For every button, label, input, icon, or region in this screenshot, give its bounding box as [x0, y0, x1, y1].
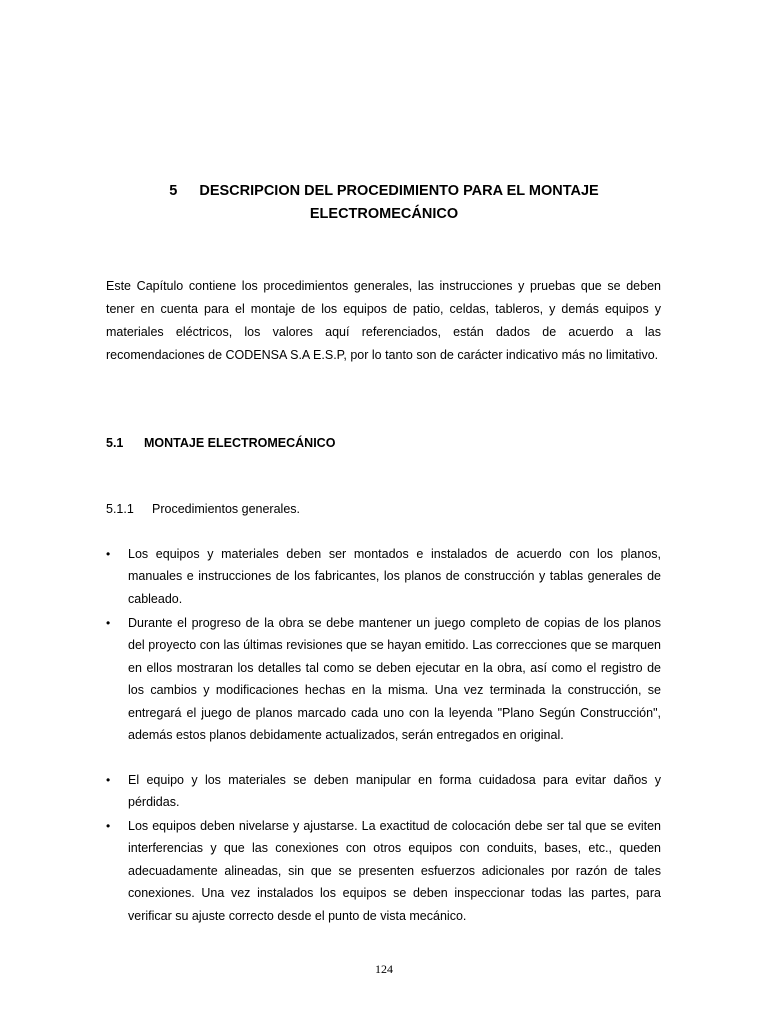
bullet-item — [106, 815, 661, 927]
section-number: 5.1 — [106, 436, 124, 450]
section-title: MONTAJE ELECTROMECÁNICO — [144, 436, 336, 450]
bullet-icon: • — [106, 773, 111, 787]
bullet-icon: • — [106, 819, 111, 833]
chapter-number: 5 — [169, 183, 178, 199]
chapter-title — [100, 180, 668, 226]
subsection-heading — [106, 499, 300, 519]
bullet-icon: • — [106, 547, 111, 561]
bullet-item — [106, 543, 661, 610]
bullet-item — [106, 769, 661, 814]
intro-paragraph: Este Capítulo contiene los procedimientos generales, las instrucciones y pruebas que se deben tener en cuenta para el montaje de los equipos de patio, celdas, tableros, y demás equipos y materiales eléctricos, los valores aquí referenciados, están dados de acuerdo a las recomendaciones de CODENSA S.A E.S.P, por lo tanto son de carácter indicativo más no limitativo. — [106, 279, 661, 362]
bullet-text: Los equipos deben nivelarse y ajustarse. La exactitud de colocación debe ser tal que se eviten interferencias y que las conexiones con otros equipos con conduits, bases, etc., queden adecuadamente alineadas, sin que se presenten esfuerzos adicionales por razón de tales conexiones. Una vez instalados los equipos se deben inspeccionar todas las partes, para verificar su ajuste correcto desde el punto de vista mecánico. — [128, 819, 661, 923]
section-heading — [106, 433, 335, 453]
bullet-text: Los equipos y materiales deben ser montados e instalados de acuerdo con los planos, manuales e instrucciones de los fabricantes, los planos de construcción y tablas generales de cableado. — [128, 547, 661, 606]
bullet-text: El equipo y los materiales se deben manipular en forma cuidadosa para evitar daños y pérdidas. — [128, 773, 661, 810]
page-number: 124 — [375, 962, 393, 976]
subsection-number: 5.1.1 — [106, 502, 134, 516]
chapter-title-line1: DESCRIPCION DEL PROCEDIMIENTO PARA EL MONTAJE — [199, 183, 599, 199]
bullet-item — [106, 612, 661, 746]
bullet-text: Durante el progreso de la obra se debe mantener un juego completo de copias de los planos del proyecto con las últimas revisiones que se hayan emitido. Las correcciones que se marquen en ellos mostraran los detalles tal como se deben ejecutar en la obra, así como el registro de los cambios y modificaciones hechas en la misma. Una vez terminada la construcción, se entregará el juego de planos marcado cada uno con la leyenda "Plano Según Construcción", además estos planos debidamente actualizados, serán entregados en original. — [128, 616, 661, 743]
subsection-title: Procedimientos generales. — [152, 502, 300, 516]
bullet-icon: • — [106, 616, 111, 630]
chapter-title-line2: ELECTROMECÁNICO — [309, 206, 459, 222]
